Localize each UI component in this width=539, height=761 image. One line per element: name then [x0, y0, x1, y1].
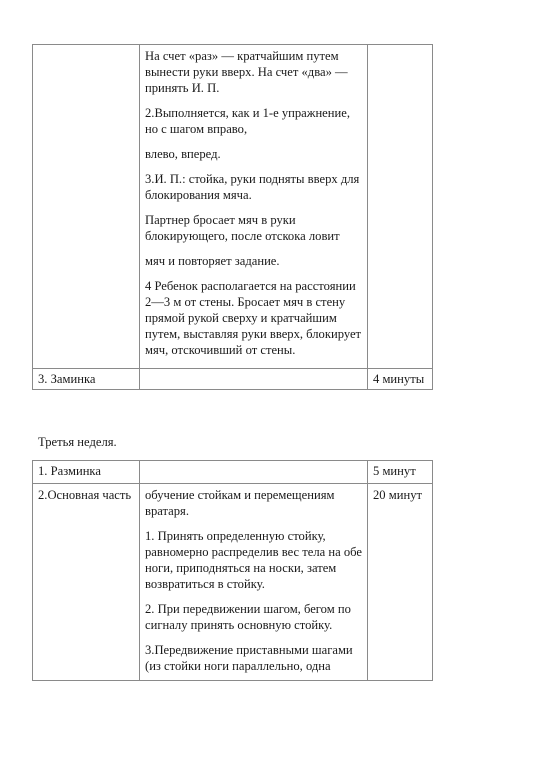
- paragraph-gap: [145, 519, 363, 528]
- text-line: вынести руки вверх. На счет «два» —: [145, 65, 348, 79]
- text-line: 3.Передвижение приставными шагами: [145, 643, 353, 657]
- paragraph-gap: [145, 96, 363, 105]
- table-cell-duration: [368, 45, 433, 369]
- table-cell-duration: 4 минуты: [368, 369, 433, 390]
- text-line: мяч и повторяет задание.: [145, 254, 280, 268]
- text-line: принять И. П.: [145, 81, 220, 95]
- table-cell-exercises: [140, 461, 368, 484]
- exercise-paragraph: [145, 487, 363, 519]
- table-row: [33, 45, 433, 369]
- exercise-paragraph: [145, 642, 363, 674]
- table-cell-duration: 5 минут: [368, 461, 433, 484]
- table-cell-duration: 20 минут: [368, 484, 433, 681]
- text-line: 2.Выполняется, как и 1-е упражнение,: [145, 106, 350, 120]
- text-line: (из стойки ноги параллельно, одна: [145, 659, 331, 673]
- exercise-paragraph: [145, 48, 363, 96]
- paragraph-gap: [145, 137, 363, 146]
- exercise-paragraph: [145, 212, 363, 244]
- text-line: возвратиться в стойку.: [145, 577, 265, 591]
- paragraph-gap: [145, 269, 363, 278]
- text-line: 1. Принять определенную стойку,: [145, 529, 326, 543]
- paragraph-gap: [145, 162, 363, 171]
- exercise-table-week2: [32, 44, 433, 390]
- table-cell-exercises: [140, 369, 368, 390]
- table-row: [33, 461, 433, 484]
- paragraph-gap: [145, 244, 363, 253]
- section-heading: Третья неделя.: [38, 435, 117, 449]
- table-cell-section: [33, 45, 140, 369]
- exercise-paragraph: [145, 171, 363, 203]
- table-cell-section: 3. Заминка: [33, 369, 140, 390]
- text-line: ноги, приподняться на носки, затем: [145, 561, 337, 575]
- exercise-paragraph: [145, 105, 363, 137]
- text-line: 2. При передвижении шагом, бегом по: [145, 602, 351, 616]
- text-line: прямой рукой сверху и кратчайшим: [145, 311, 337, 325]
- paragraph-gap: [145, 633, 363, 642]
- exercise-paragraph: [145, 146, 363, 162]
- text-line: На счет «раз» — кратчайшим путем: [145, 49, 339, 63]
- text-line: вратаря.: [145, 504, 189, 518]
- text-line: обучение стойкам и перемещениям: [145, 488, 335, 502]
- text-line: 4 Ребенок располагается на расстоянии: [145, 279, 356, 293]
- text-line: 3.И. П.: стойка, руки подняты вверх для: [145, 172, 360, 186]
- text-line: но с шагом вправо,: [145, 122, 248, 136]
- exercise-paragraph: [145, 528, 363, 592]
- text-line: мяч, отскочивший от стены.: [145, 343, 296, 357]
- table-cell-exercises: [140, 45, 368, 369]
- text-line: влево, вперед.: [145, 147, 221, 161]
- table-row: [33, 369, 433, 390]
- table-row: [33, 484, 433, 681]
- paragraph-gap: [145, 203, 363, 212]
- text-line: путем, выставляя руки вверх, блокирует: [145, 327, 362, 341]
- exercise-paragraph: [145, 278, 363, 358]
- exercise-paragraph: [145, 253, 363, 269]
- paragraph-gap: [145, 592, 363, 601]
- text-line: Партнер бросает мяч в руки: [145, 213, 296, 227]
- text-line: сигналу принять основную стойку.: [145, 618, 333, 632]
- text-line: блокирования мяча.: [145, 188, 252, 202]
- exercise-paragraph: [145, 601, 363, 633]
- table-cell-section: 2.Основная часть: [33, 484, 140, 681]
- table-cell-section: 1. Разминка: [33, 461, 140, 484]
- table-cell-exercises: [140, 484, 368, 681]
- text-line: равномерно распределив вес тела на обе: [145, 545, 362, 559]
- exercise-table-week3: [32, 460, 433, 681]
- text-line: блокирующего, после отскока ловит: [145, 229, 340, 243]
- text-line: 2—3 м от стены. Бросает мяч в стену: [145, 295, 346, 309]
